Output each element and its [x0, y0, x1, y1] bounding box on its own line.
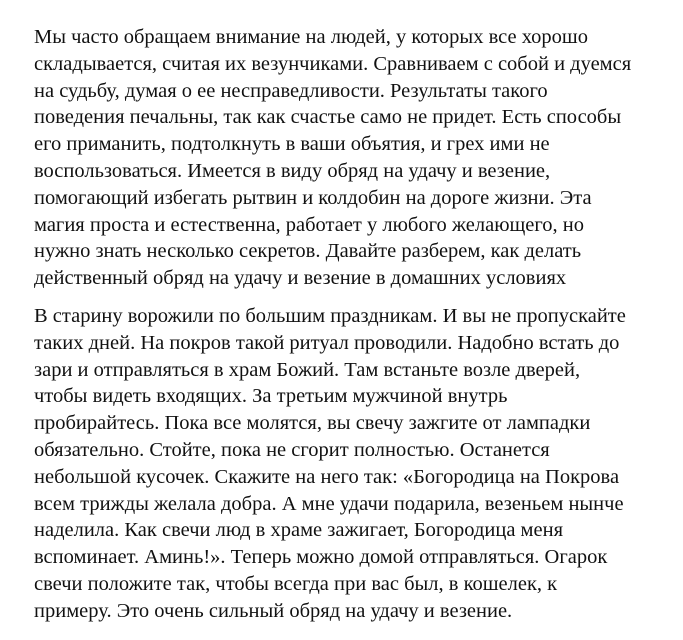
text-line: примеру. Это очень сильный обряд на удачу и везение. [34, 599, 513, 622]
text-line: воспользоваться. Имеется в виду обряд на удачу и везение, [34, 159, 551, 182]
text-line: на судьбу, думая о ее несправедливости. Результаты такого [34, 79, 548, 102]
text-line: всем трижды желала добра. А мне удачи подарила, везеньем нынче [34, 492, 624, 515]
text-line: небольшой кусочек. Скажите на него так: «Богородица на Покрова [34, 465, 620, 488]
text-line: В старину ворожили по большим праздникам. И вы не пропускайте [34, 304, 626, 327]
text-line: пробирайтесь. Пока все молятся, вы свечу зажгите от лампадки [34, 412, 591, 435]
text-line: вспоминает. Аминь!». Теперь можно домой отправляться. Огарок [34, 546, 608, 569]
text-line: магия проста и естественна, работает у любого желающего, но [34, 213, 585, 236]
text-line: складывается, считая их везунчиками. Сравниваем с собой и дуемся [34, 52, 632, 75]
document-body [34, 24, 674, 625]
text-line: Мы часто обращаем внимание на людей, у которых все хорошо [34, 26, 588, 48]
text-line: нужно знать несколько секретов. Давайте разберем, как делать [34, 240, 582, 263]
text-line: свечи положите так, чтобы всегда при вас был, в кошелек, к [34, 572, 558, 595]
text-line: помогающий избегать рытвин и колдобин на дороге жизни. Эта [34, 186, 592, 209]
paragraph-intro [34, 24, 674, 292]
text-line: действенный обряд на удачу и везение в домашних условиях [34, 267, 567, 290]
text-line: поведения печальны, так как счастье само не придет. Есть способы [34, 106, 622, 129]
text-line: чтобы видеть входящих. За третьим мужчиной внутрь [34, 385, 508, 408]
text-line: зари и отправляться в храм Божий. Там встаньте возле дверей, [34, 358, 581, 381]
text-line: обязательно. Стойте, пока не сгорит полностью. Останется [34, 438, 550, 461]
text-line: наделила. Как свечи люд в храме зажигает, Богородица меня [34, 519, 564, 542]
text-line: таких дней. На покров такой ритуал проводили. Надобно встать до [34, 331, 620, 354]
paragraph-ritual [34, 303, 674, 625]
text-line: его приманить, подтолкнуть в ваши объятия, и грех ими не [34, 133, 550, 156]
